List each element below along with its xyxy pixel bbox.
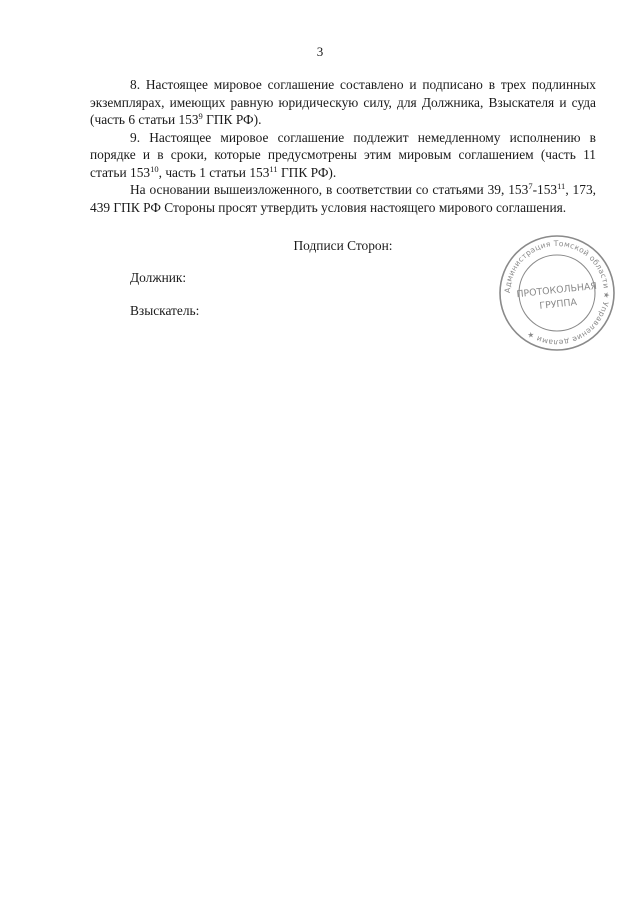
paragraph-8-text: 8. Настоящее мировое соглашение составлено и подписано в трех подлинных экземплярах, имеющих равную юридическую силу, для Должника, Взыскателя и суда (часть 6 статьи 153 — [90, 77, 596, 127]
paragraph-9-text: 9. Настоящее мировое соглашение подлежит немедленному исполнению в порядке и в сроки, которые предусмотрены этим мировым соглашением (часть 11 статьи 153 — [90, 129, 596, 180]
stamp-outer-textpath: Администрация Томской области ★ Управление делами ★ — [502, 238, 612, 348]
paragraph-basis-sup-1: 7 — [528, 181, 533, 191]
claimant-label: Взыскатель: — [130, 303, 200, 318]
debtor-label: Должник: — [130, 270, 187, 285]
paragraph-9 — [90, 129, 596, 182]
paragraph-basis — [90, 181, 596, 216]
paragraph-8-sup: 9 — [198, 111, 203, 121]
signatures-title: Подписи Сторон: — [293, 238, 393, 253]
paragraph-8 — [90, 76, 596, 129]
paragraph-basis-sup-2: 11 — [557, 181, 566, 191]
document-body — [90, 76, 596, 216]
paragraph-basis-end: , 173, 439 ГПК РФ Стороны просят утвердить условия настоящего мирового соглашения. — [90, 182, 596, 215]
page-number: 3 — [316, 44, 324, 59]
paragraph-9-mid: , часть 1 статьи 153 — [158, 164, 270, 180]
stamp-center-line-2: ГРУППА — [538, 297, 578, 312]
paragraph-basis-mid: -153 — [532, 182, 558, 197]
stamp-center-line-1: ПРОТОКОЛЬНАЯ — [516, 280, 598, 301]
paragraph-9-end: ГПК РФ). — [277, 164, 337, 180]
paragraph-8-end: ГПК РФ). — [202, 112, 262, 127]
paragraph-9-sup-2: 11 — [269, 163, 278, 174]
stamp — [497, 233, 617, 353]
paragraph-9-sup-1: 10 — [150, 163, 159, 174]
paragraph-basis-text: На основании вышеизложенного, в соответствии со статьями 39, 153 — [130, 182, 529, 197]
